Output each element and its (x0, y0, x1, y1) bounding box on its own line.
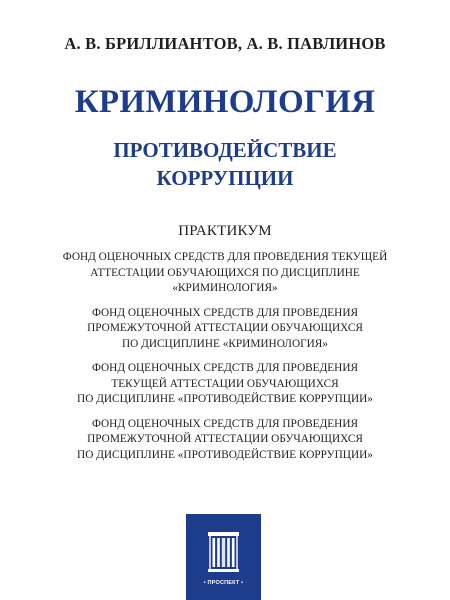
fund-line: ПРОМЕЖУТОЧНОЙ АТТЕСТАЦИИ ОБУЧАЮЩИХСЯ (87, 322, 363, 334)
fund-line: АТТЕСТАЦИИ ОБУЧАЮЩИХСЯ ПО ДИСЦИПЛИНЕ (90, 266, 360, 279)
fund-line: ПО ДИСЦИПЛИНЕ «ПРОТИВОДЕЙСТВИЕ КОРРУПЦИИ» (77, 393, 373, 405)
fund-item (0, 306, 450, 353)
subtitle-line: ПРОТИВОДЕЙСТВИЕ (113, 138, 337, 162)
fund-item (0, 250, 450, 297)
publisher-name: • ПРОСПЕКТ • (203, 580, 244, 586)
fund-line: ФОНД ОЦЕНОЧНЫХ СРЕДСТВ ДЛЯ ПРОВЕДЕНИЯ (91, 362, 359, 374)
fund-line: ПРОМЕЖУТОЧНОЙ АТТЕСТАЦИИ ОБУЧАЮЩИХСЯ (87, 433, 363, 445)
fund-line: ПО ДИСЦИПЛИНЕ «ПРОТИВОДЕЙСТВИЕ КОРРУПЦИИ» (77, 448, 373, 461)
book-subtitle (0, 136, 450, 192)
fund-list (0, 250, 450, 472)
subtitle-line: КОРРУПЦИИ (156, 166, 294, 190)
fund-line: ТЕКУЩЕЙ АТТЕСТАЦИИ ОБУЧАЮЩИХСЯ (111, 377, 339, 390)
fund-item (0, 361, 450, 408)
fund-line: «КРИМИНОЛОГИЯ» (172, 282, 278, 294)
edition-type: ПРАКТИКУМ (178, 223, 272, 239)
fund-item (0, 417, 450, 464)
publisher-building-icon (186, 514, 261, 600)
authors: А. В. БРИЛЛИАНТОВ, А. В. ПАВЛИНОВ (64, 34, 386, 53)
publisher-logo (186, 514, 261, 600)
fund-line: ФОНД ОЦЕНОЧНЫХ СРЕДСТВ ДЛЯ ПРОВЕДЕНИЯ ТЕКУЩЕЙ (62, 251, 388, 263)
book-title: КРИМИНОЛОГИЯ (74, 84, 376, 120)
fund-line: ПО ДИСЦИПЛИНЕ «КРИМИНОЛОГИЯ» (122, 337, 328, 350)
fund-line: ФОНД ОЦЕНОЧНЫХ СРЕДСТВ ДЛЯ ПРОВЕДЕНИЯ (91, 417, 359, 430)
fund-line: ФОНД ОЦЕНОЧНЫХ СРЕДСТВ ДЛЯ ПРОВЕДЕНИЯ (91, 306, 359, 319)
